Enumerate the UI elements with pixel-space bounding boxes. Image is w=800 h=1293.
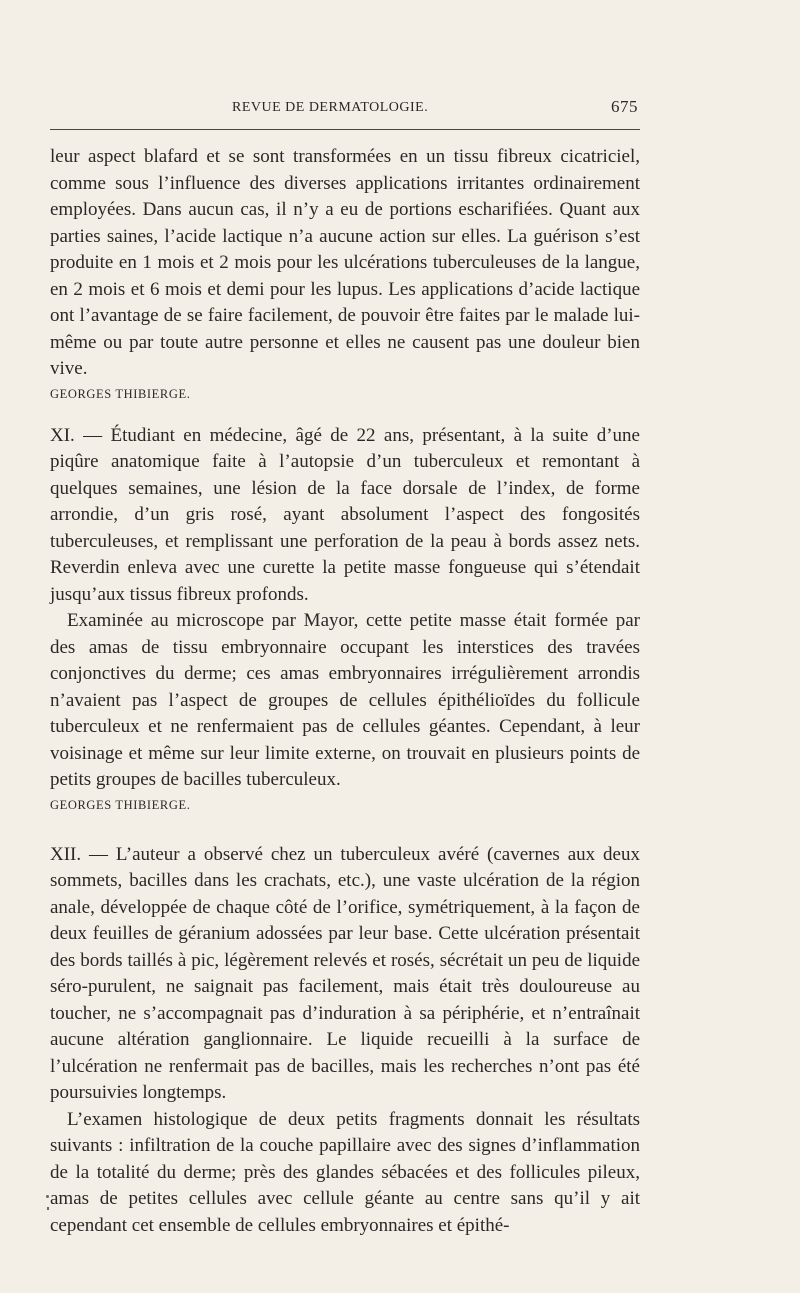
body-text: [50, 144, 640, 1239]
printing-speck: [46, 1195, 49, 1198]
signature: GEORGES THIBIERGE.: [50, 386, 191, 401]
section-gap: [50, 816, 640, 842]
header-rule: [50, 129, 640, 130]
section-gap: [50, 405, 640, 423]
section-xi-paragraph: XI. — Étudiant en médecine, âgé de 22 ans, présentant, à la suite d’une piqûre anatomique faite à l’autopsie d’un tuberculeux et remontant à quelques semaines, une lésion de la face dorsale de l’index, de forme arrondie, d’un gris rosé, ayant absolument l’aspect des fongosités tuberculeuses, et remplissant une perforation de la peau à bords assez nets. Reverdin enleva avec une curette la petite masse fongueuse qui s’étendait jusqu’aux tissus fibreux profonds.: [50, 424, 640, 605]
section-x-paragraph: leur aspect blafard et se sont transformées en un tissu fibreux cicatriciel, comme sous l’influence des diverses applications irritantes ordinairement employées. Dans aucun cas, il n’y a eu de portions escharifiées. Quant aux parties saines, l’acide lactique n’a aucune action sur elles. La guérison s’est produite en 1 mois et 2 mois pour les ulcérations tuberculeuses de la langue, en 2 mois et 6 mois et demi pour les lupus. Les applications d’acide lactique ont l’avantage de se faire facilement, de pouvoir être faites par le malade lui-même ou par toute autre personne et elles ne causent pas une douleur bien vive.: [50, 146, 640, 379]
printing-speck: [47, 1207, 49, 1210]
section-xii-paragraph-2: L’examen histologique de deux petits fragments donnait les résultats suivants : infiltration de la couche papillaire avec des signes d’inflammation de la totalité du derme; près des glandes sébacées et des follicules pileux, amas de petites cellules avec cellule géante au centre sans qu’il y ait cependant cet ensemble de cellules embryonnaires et épithé-: [50, 1108, 640, 1236]
section-xii-paragraph: XII. — L’auteur a observé chez un tuberculeux avéré (cavernes aux deux sommets, bacilles dans les crachats, etc.), une vaste ulcération de la région anale, développée de chaque côté de l’orifice, symétriquement, à la façon de deux feuilles de géranium adossées par leur base. Cette ulcération présentait des bords taillés à pic, légèrement relevés et rosés, sécrétait un peu de liquide séro-purulent, ne saignait pas facilement, mais était très douloureuse au toucher, ne s’accompagnait pas d’induration à sa périphérie, et n’entraînait aucune altération ganglionnaire. Le liquide recueilli à la surface de l’ulcération ne renfermait pas de bacilles, mais les recherches n’ont pas été poursuivies longtemps.: [50, 843, 640, 1103]
page-number: 675: [611, 97, 638, 116]
running-title: REVUE DE DERMATOLOGIE.: [232, 100, 429, 115]
signature: GEORGES THIBIERGE.: [50, 797, 191, 812]
section-xi-paragraph-2: Examinée au microscope par Mayor, cette petite masse était formée par des amas de tissu embryonnaire occupant les interstices des travées conjonctives du derme; ces amas embryonnaires irrégulièrement arrondis n’avaient pas l’aspect de groupes de cellules épithélioïdes du follicule tuberculeux et ne renfermaient pas de cellules géantes. Cependant, à leur voisinage et même sur leur limite externe, on trouvait en plusieurs points de petits groupes de bacilles tuberculeux.: [50, 610, 640, 790]
